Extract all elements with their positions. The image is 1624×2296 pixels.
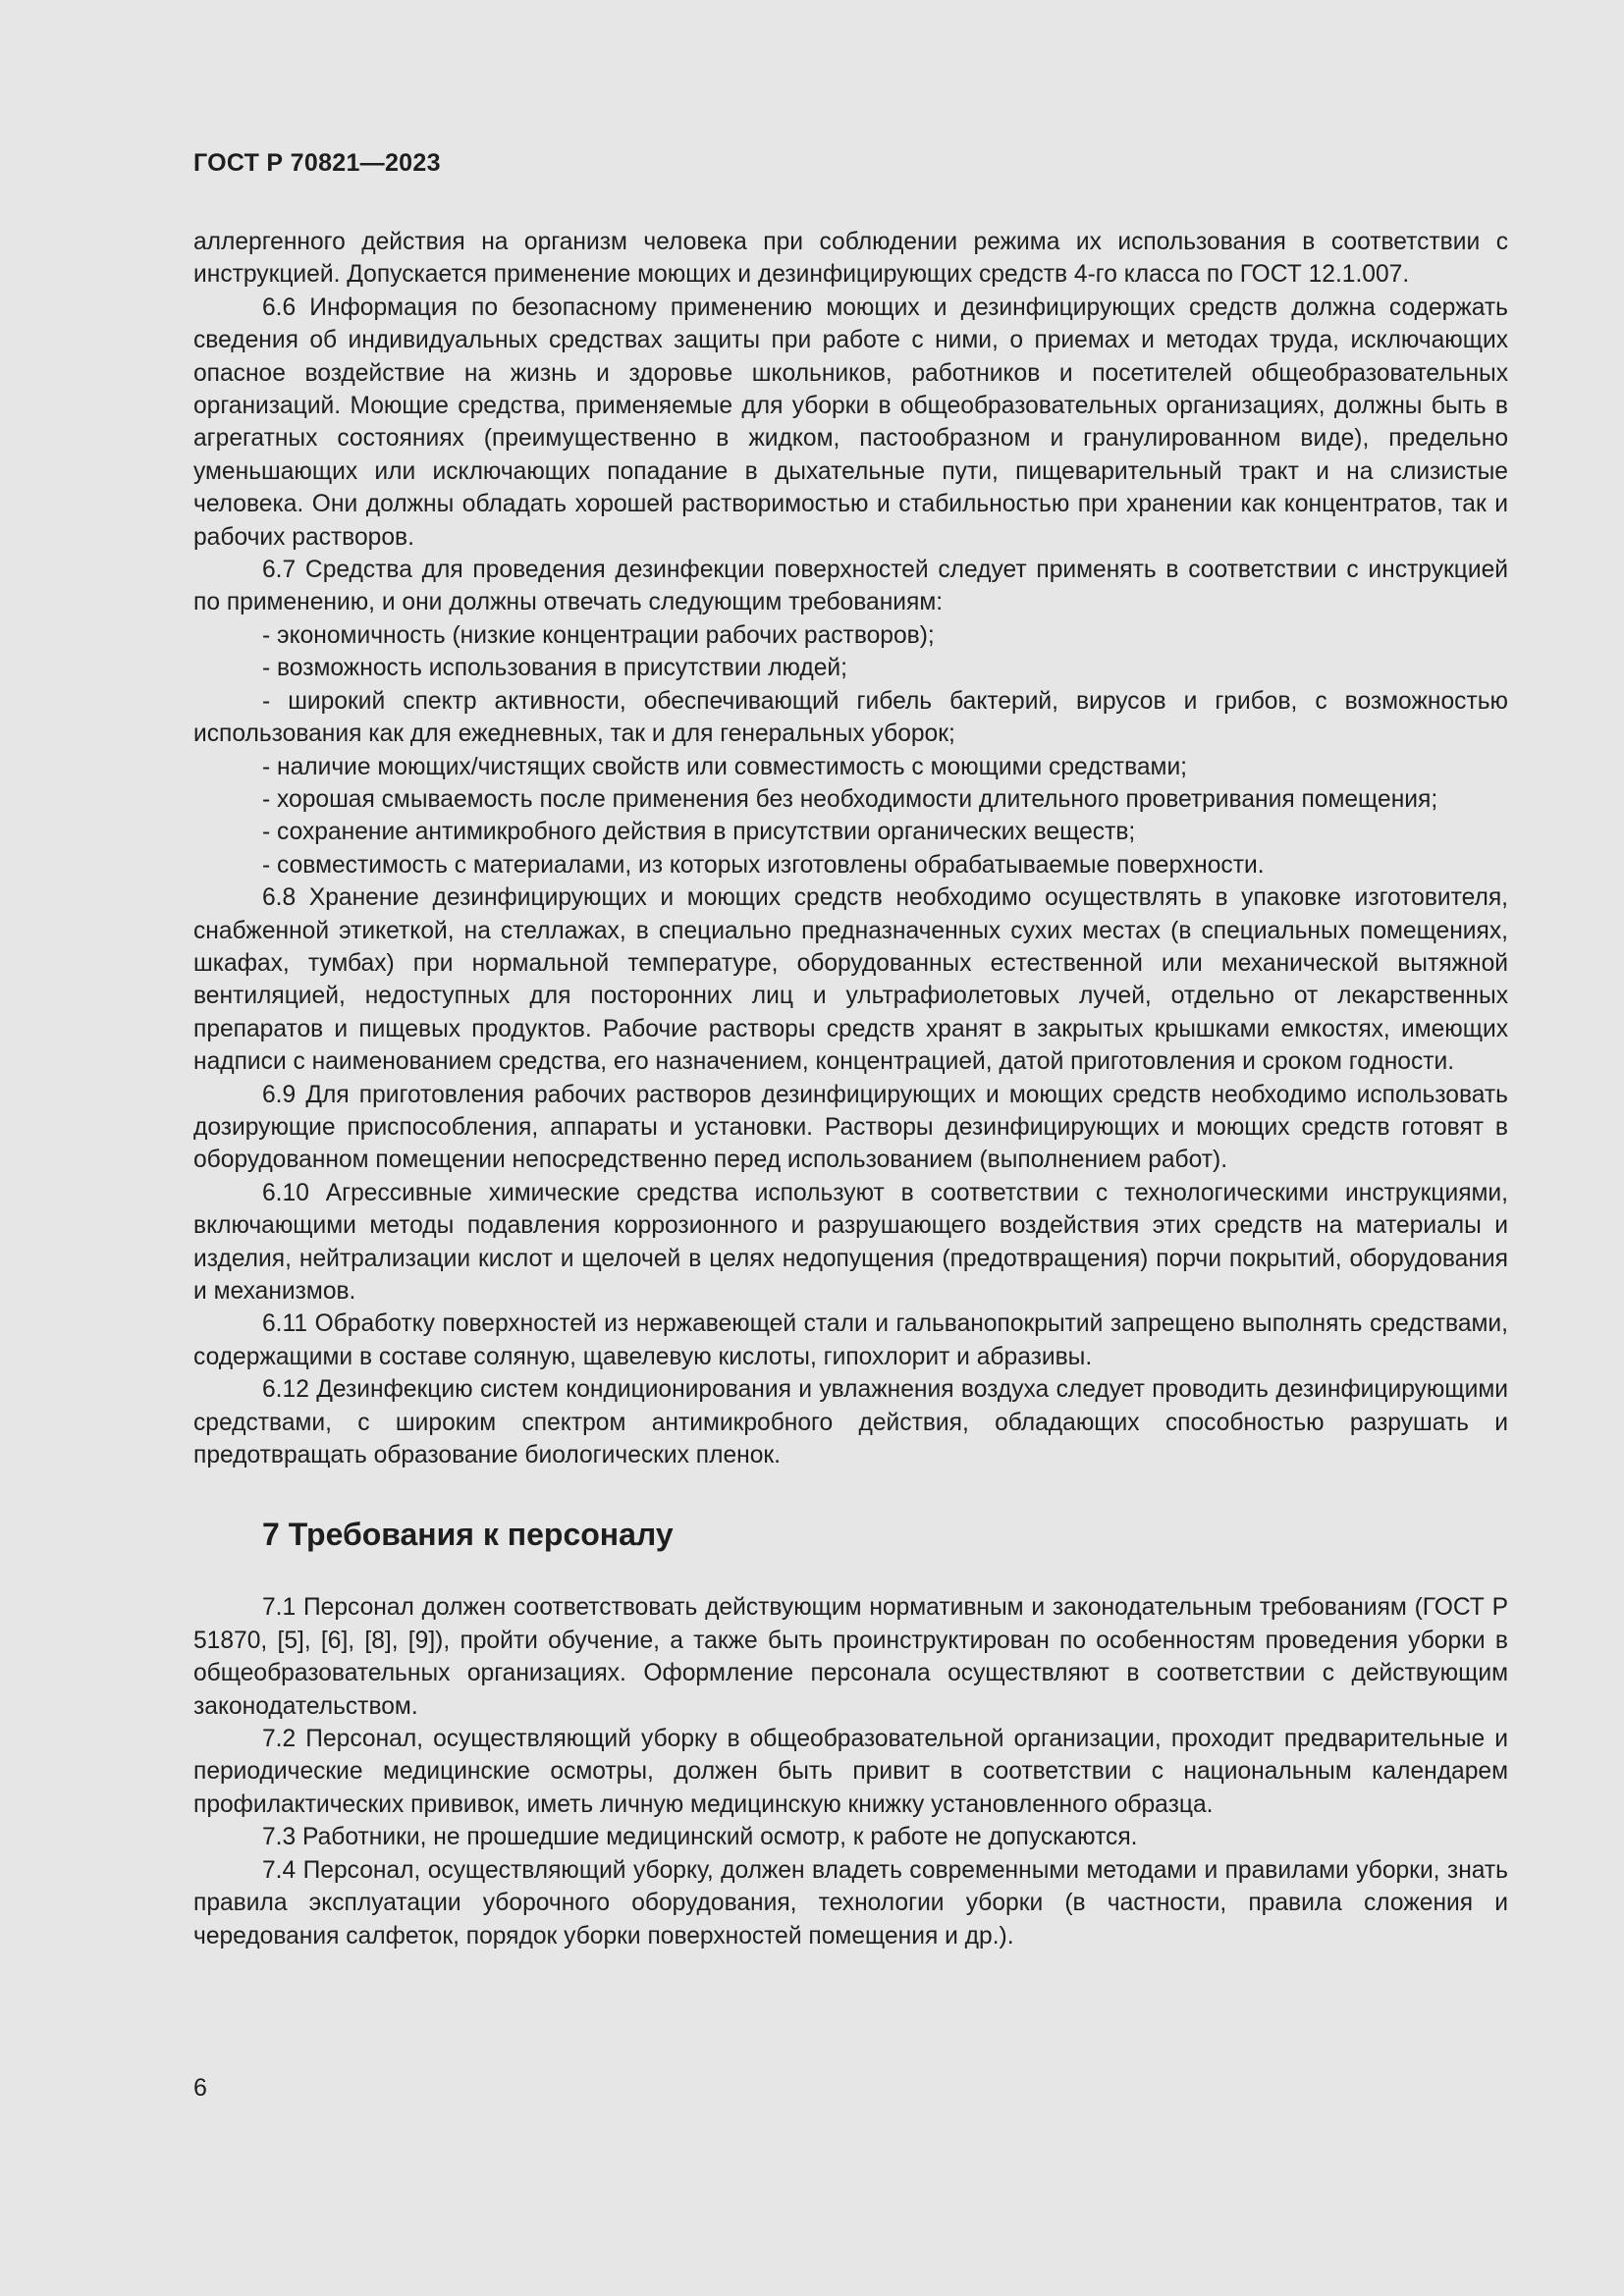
list-item: - наличие моющих/чистящих свойств или совместимость с моющими средствами;: [262, 753, 1188, 780]
document-body: [193, 226, 1508, 1952]
paragraph-7-3: 7.3 Работники, не прошедшие медицинский осмотр, к работе не допускаются.: [262, 1824, 1138, 1851]
paragraph-6-6: 6.6 Информация по безопасному применению моющих и дезинфицирующих средств должна содержать сведения об индивидуальных средствах защиты при работе с ними, о приемах и методах труда, исключающих опасное воздействие на жизнь и здоровье школьников, работников и посетителей общеобразовательных организаций. Моющие средства, применяемые для уборки в общеобразовательных организациях, должны быть в агрегатных состояниях (преимущественно в жидком, пастообразном и гранулированном виде), предельно уменьшающих или исключающих попадание в дыхательные пути, пищеварительный тракт и на слизистые человека. Они должны обладать хорошей растворимостью и стабильностью при хранении как концентратов, так и рабочих растворов.: [193, 294, 1508, 551]
paragraph-6-9: 6.9 Для приготовления рабочих растворов дезинфицирующих и моющих средств необходимо использовать дозирующие приспособления, аппараты и установки. Растворы дезинфицирующих и моющих средств готовят в оборудованном помещении непосредственно перед использованием (выполнением работ).: [193, 1081, 1508, 1174]
paragraph-6-8: 6.8 Хранение дезинфицирующих и моющих средств необходимо осуществлять в упаковке изготовителя, снабженной этикеткой, на стеллажах, в специально предназначенных сухих местах (в специальных помещениях, шкафах, тумбах) при нормальной температуре, оборудованных естественной или механической вытяжной вентиляцией, недоступных для посторонних лиц и ультрафиолетовых лучей, отдельно от лекарственных препаратов и пищевых продуктов. Рабочие растворы средств хранят в закрытых крышками емкостях, имеющих надписи с наименованием средства, его назначением, концентрацией, датой приготовления и сроком годности.: [193, 884, 1508, 1076]
list-item: - совместимость с материалами, из которых изготовлены обрабатываемые поверхности.: [262, 851, 1265, 879]
document-header: ГОСТ Р 70821—2023: [193, 149, 441, 177]
list-item: - широкий спектр активности, обеспечивающий гибель бактерий, вирусов и грибов, с возможностью использования как для ежедневных, так и для генеральных уборок;: [193, 687, 1508, 748]
list-item: - сохранение антимикробного действия в присутствии органических веществ;: [262, 819, 1136, 846]
paragraph-6-11: 6.11 Обработку поверхностей из нержавеющей стали и гальванопокрытий запрещено выполнять средствами, содержащими в составе соляную, щавелевую кислоты, гипохлорит и абразивы.: [193, 1310, 1508, 1370]
list-item: - возможность использования в присутствии людей;: [262, 655, 847, 682]
page-number: 6: [193, 2074, 207, 2102]
paragraph-7-4: 7.4 Персонал, осуществляющий уборку, должен владеть современными методами и правилами уборки, знать правила эксплуатации уборочного оборудования, технологии уборки (в частности, правила сложения и чередования салфеток, порядок уборки поверхностей помещения и др.).: [193, 1856, 1508, 1949]
paragraph-6-7: 6.7 Средства для проведения дезинфекции поверхностей следует применять в соответствии с инструкцией по применению, и они должны отвечать следующим требованиям:: [193, 557, 1508, 616]
list-item: - экономичность (низкие концентрации рабочих растворов);: [262, 621, 935, 649]
paragraph-continuation: аллергенного действия на организм человека при соблюдении режима их использования в соответствии с инструкцией. Допускается применение моющих и дезинфицирующих средств 4-го класса по ГОСТ 12.1.007.: [193, 229, 1508, 289]
paragraph-6-10: 6.10 Агрессивные химические средства используют в соответствии с технологическими инструкциями, включающими методы подавления коррозионного и разрушающего воздействия этих средств на материалы и изделия, нейтрализации кислот и щелочей в целях недопущения (предотвращения) порчи покрытий, оборудования и механизмов.: [193, 1179, 1508, 1305]
paragraph-6-12: 6.12 Дезинфекцию систем кондиционирования и увлажнения воздуха следует проводить дезинфицирующими средствами, с широким спектром антимикробного действия, обладающих способностью разрушать и предотвращать образование биологических пленок.: [193, 1376, 1508, 1469]
paragraph-7-1: 7.1 Персонал должен соответствовать действующим нормативным и законодательным требованиям (ГОСТ Р 51870, [5], [6], [8], [9]), пройти обучение, а также быть проинструктирован по особенностям проведения уборки в общеобразовательных организациях. Оформление персонала осуществляют в соответствии с действующим законодательством.: [193, 1594, 1508, 1720]
paragraph-7-2: 7.2 Персонал, осуществляющий уборку в общеобразовательной организации, проходит предварительные и периодические медицинские осмотры, должен быть привит в соответствии с национальным календарем профилактических прививок, иметь личную медицинскую книжку установленного образца.: [193, 1726, 1508, 1818]
list-item: - хорошая смываемость после применения без необходимости длительного проветривания помещения;: [262, 785, 1438, 813]
section-heading: 7 Требования к персоналу: [262, 1517, 674, 1553]
